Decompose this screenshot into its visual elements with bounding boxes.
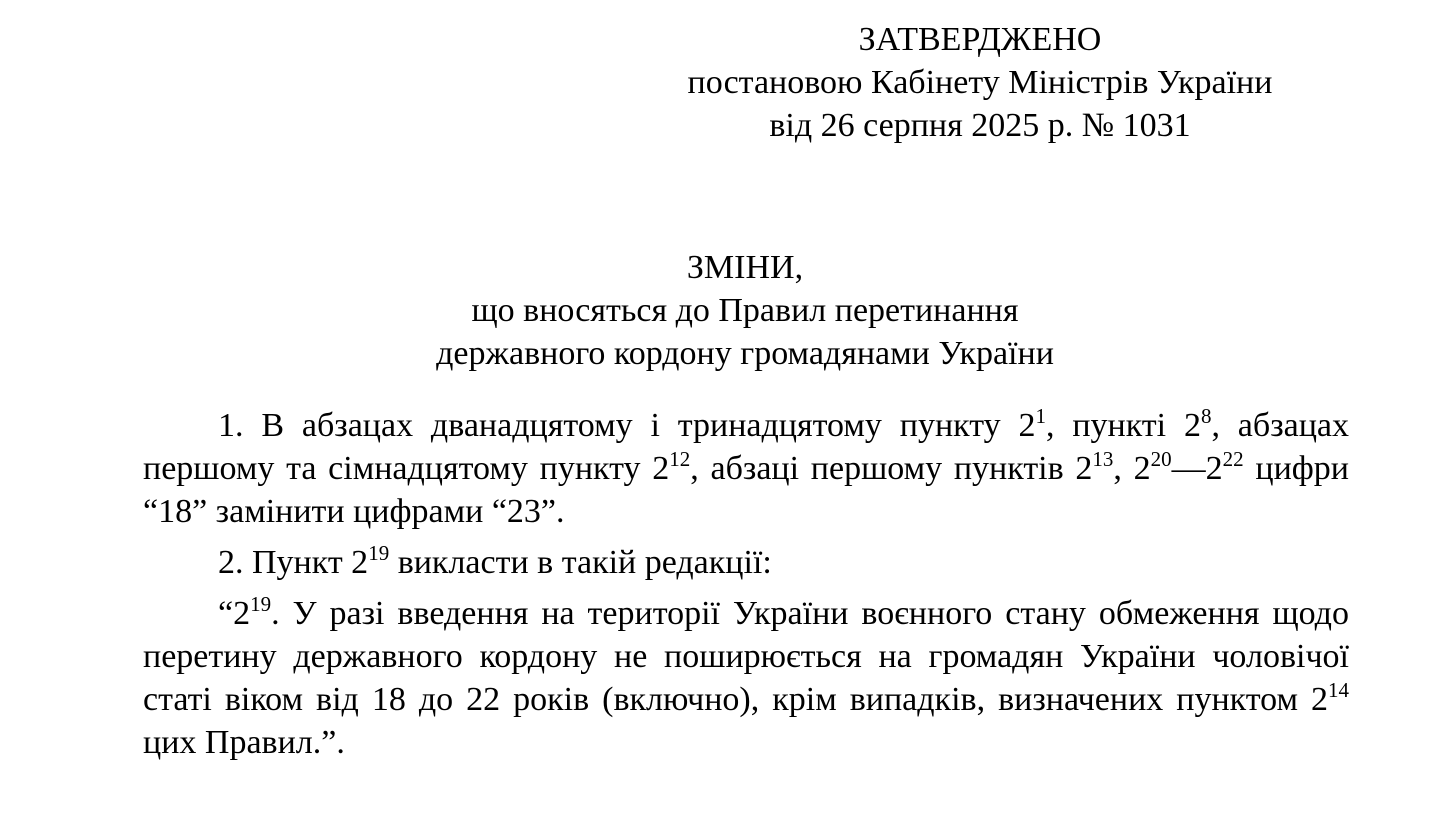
paragraph-1 bbox=[143, 404, 1349, 533]
title-subtitle-line2: державного кордону громадянами України bbox=[436, 335, 1054, 372]
paragraph-1-text: —2 bbox=[1171, 450, 1223, 487]
superscript: 8 bbox=[1200, 404, 1212, 428]
superscript: 20 bbox=[1150, 447, 1172, 471]
paragraph-3 bbox=[143, 592, 1349, 764]
superscript: 13 bbox=[1092, 447, 1114, 471]
superscript: 22 bbox=[1222, 447, 1244, 471]
approval-stamp bbox=[630, 18, 1330, 147]
approval-issuer: постановою Кабінету Міністрів України bbox=[687, 64, 1273, 101]
paragraph-3-text: “2 bbox=[218, 595, 251, 632]
approval-date-number: від 26 серпня 2025 р. № 1031 bbox=[769, 107, 1191, 144]
superscript: 1 bbox=[1035, 404, 1046, 428]
superscript: 19 bbox=[368, 541, 390, 565]
paragraph-2 bbox=[143, 541, 1349, 584]
document-title bbox=[145, 246, 1345, 375]
paragraph-3-text: цих Правил.”. bbox=[143, 724, 345, 761]
paragraph-3-text: . У разі введення на території України воєнного стану обмеження щодо перетину державного кордону не поширюється на громадян України чоловічої статі віком від 18 до 22 років (включно), крім випадків, визначених пунктом 2 bbox=[143, 595, 1349, 718]
paragraph-2-text: викласти в такій редакції: bbox=[389, 544, 772, 581]
approval-heading: ЗАТВЕРДЖЕНО bbox=[858, 21, 1102, 58]
paragraph-2-text: 2. Пункт 2 bbox=[218, 544, 369, 581]
superscript: 12 bbox=[669, 447, 691, 471]
title-heading: ЗМІНИ, bbox=[686, 249, 804, 286]
paragraph-1-text: , абзацах першому та сімнадцятому пункту 2 bbox=[143, 407, 1349, 487]
superscript: 14 bbox=[1328, 678, 1349, 702]
paragraph-1-text: 1. В абзацах дванадцятому і тринадцятому пункту 2 bbox=[218, 407, 1036, 444]
paragraph-1-text: , абзаці першому пунктів 2 bbox=[690, 450, 1093, 487]
document-body bbox=[143, 404, 1349, 764]
superscript: 19 bbox=[250, 592, 272, 616]
title-subtitle-line1: що вносяться до Правил перетинання bbox=[471, 292, 1019, 329]
paragraph-1-text: цифри “18” замінити цифрами “23”. bbox=[143, 450, 1349, 530]
paragraph-1-text: , 2 bbox=[1113, 450, 1151, 487]
paragraph-1-text: , пункті 2 bbox=[1045, 407, 1201, 444]
